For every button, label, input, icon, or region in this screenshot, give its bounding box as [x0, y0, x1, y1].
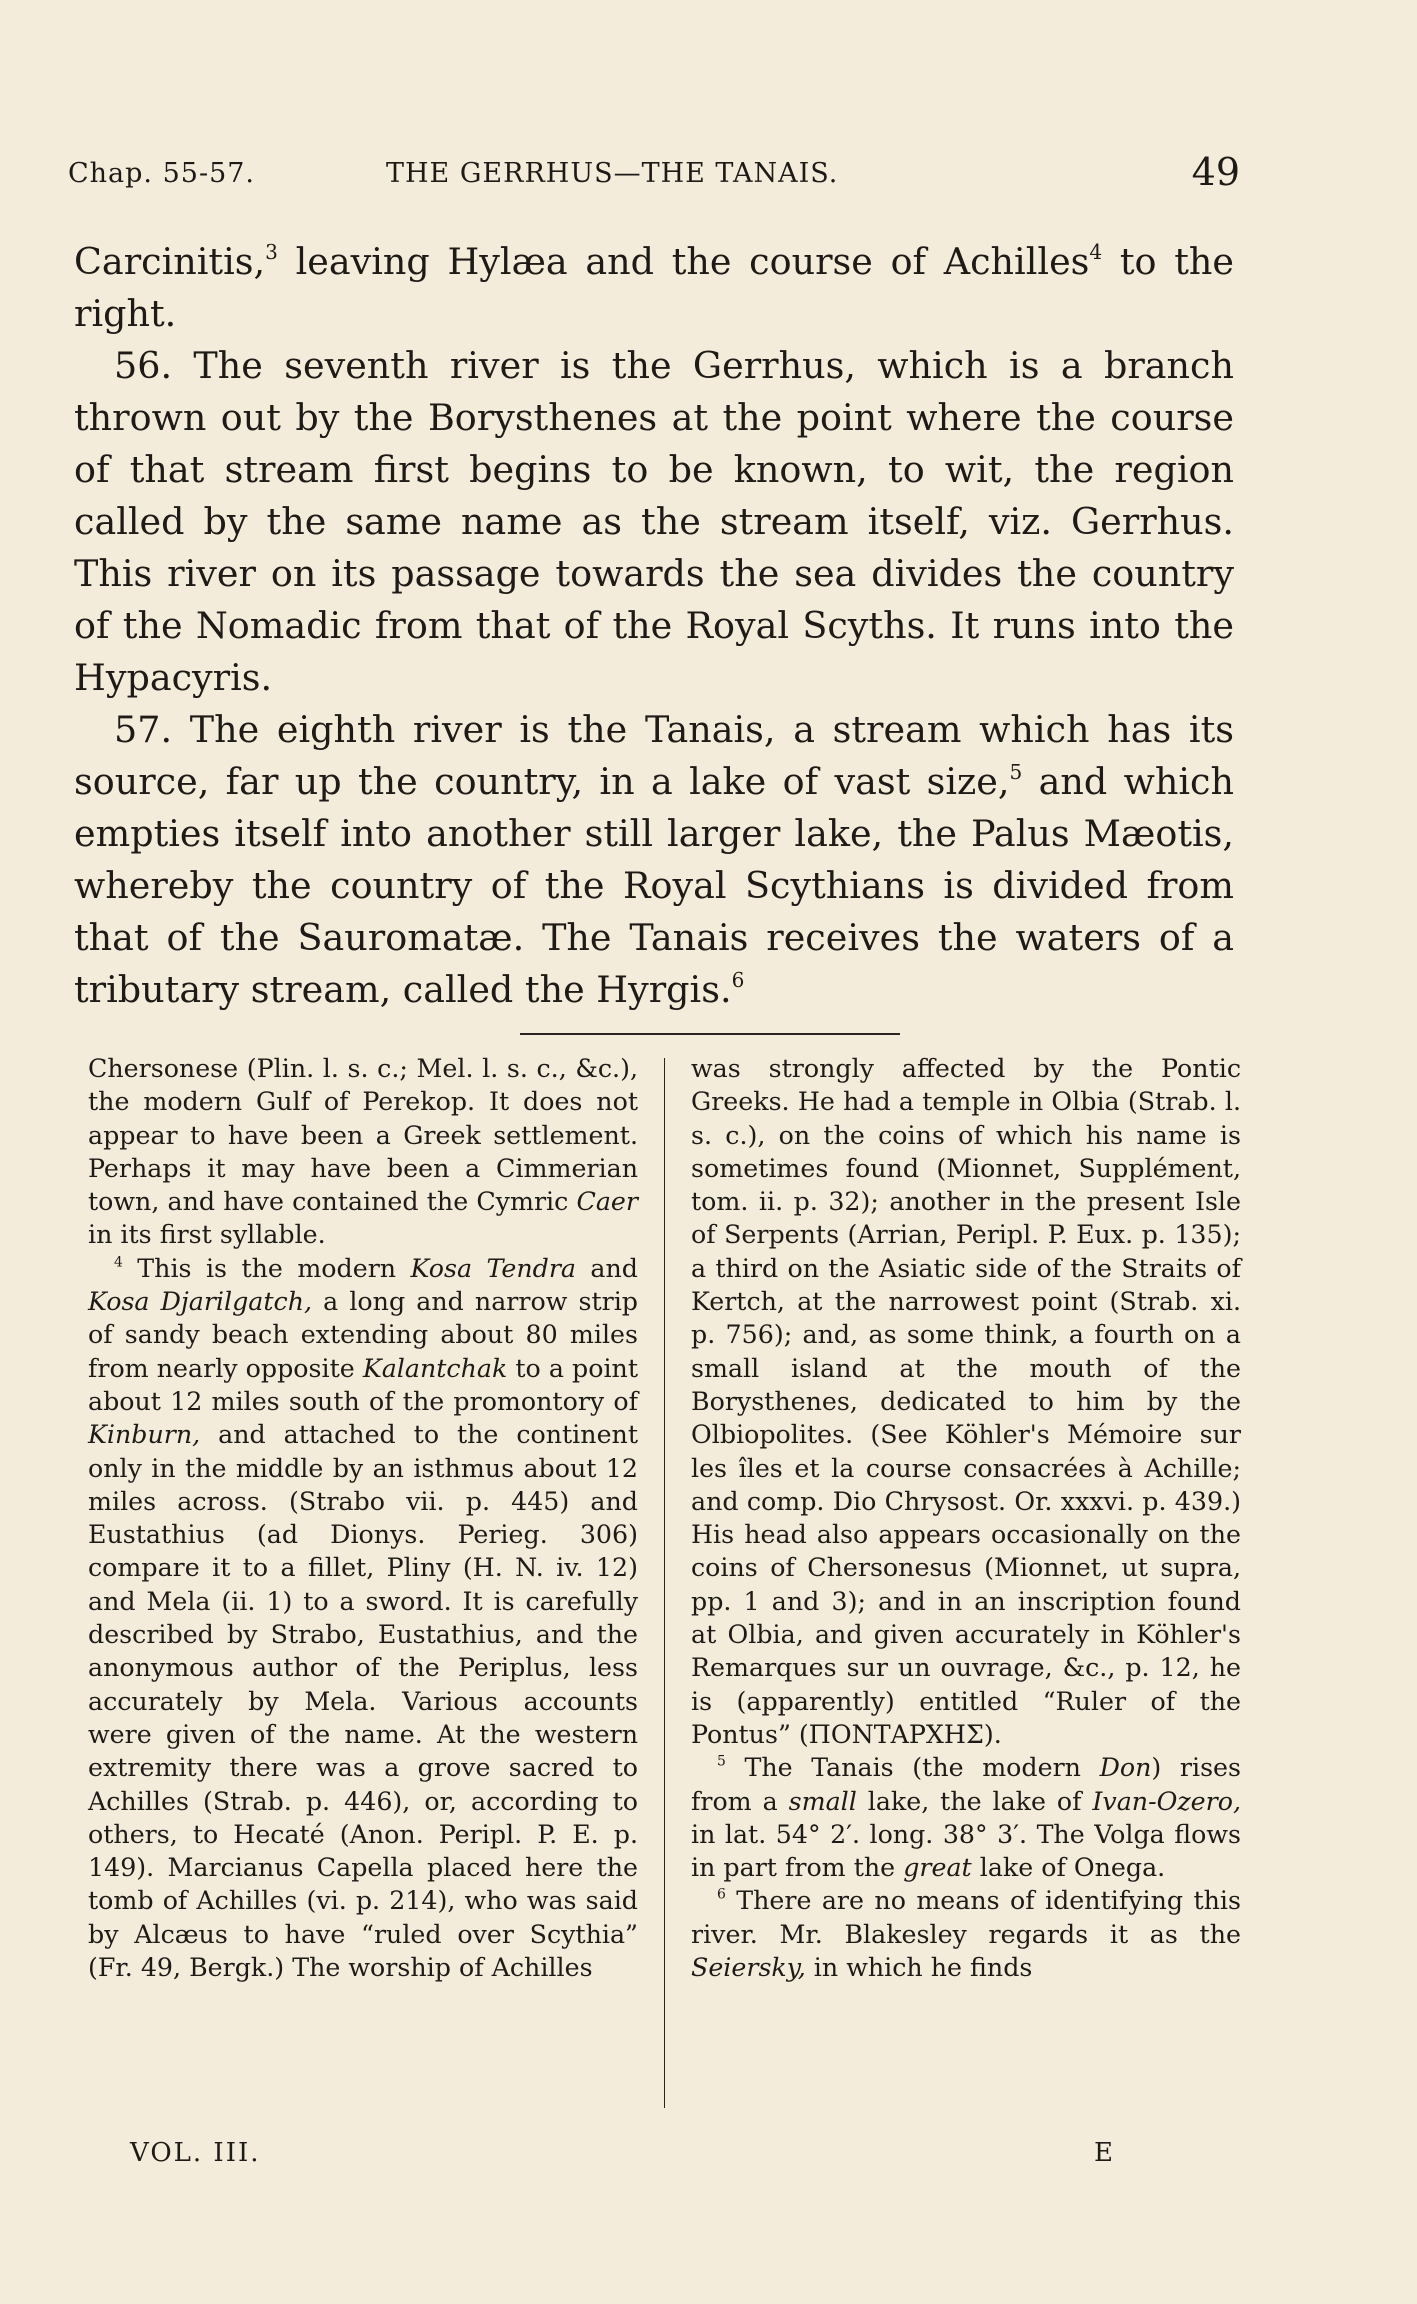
- page-footer: [88, 2138, 1113, 2178]
- paragraph-continuation: Carcinitis,$^3$ leaving Hylæa and the course of Achilles$^4$ to the right.: [74, 239, 1235, 335]
- page-number: 49: [1191, 150, 1240, 194]
- footnote-ref-4: 4: [1089, 239, 1103, 264]
- footnote-ref-3: 3: [265, 239, 278, 264]
- footnote-separator-rule: [520, 1033, 900, 1035]
- footnote-5: $^5$ The Tanais (the modern Don) rises from a small lake, the lake of Ivan-Ozero, in lat. 54° 2′. long. 38° 3′. The Volga flows in part from the great lake of Onega.: [691, 1753, 1242, 1883]
- footnote-6: $^6$ There are no means of identifying this river. Mr. Blakesley regards it as the Seiersky, in which he finds: [691, 1886, 1241, 1983]
- footnotes-right-column: [691, 1052, 1241, 1984]
- paragraph-57: 57. The eighth river is the Tanais, a stream which has its source, far up the country, in a lake of vast size,$^5$ and which empties itself into another still larger lake, the Palus Mæotis, whereby the country of the Royal Scythians is divided from that of the Sauromatæ. The Tanais receives the waters of a tributary stream, called the Hyrgis.$^6$: [74, 708, 1234, 1011]
- volume-label: VOL. III.: [130, 2138, 261, 2168]
- paragraph-56: 56. The seventh river is the Gerrhus, which is a branch thrown out by the Borysthenes at the point where the course of that stream first begins to be known, to wit, the region called by the same name as the stream itself, viz. Gerrhus. This river on its passage towards the sea divides the country of the Nomadic from that of the Royal Scyths. It runs into the Hypacyris.: [74, 344, 1234, 699]
- footnote-4: $^4$ This is the modern Kosa Tendra and Kosa Djarilgatch, a long and narrow strip of sandy beach extending about 80 miles from nearly opposite Kalantchak to a point about 12 miles south of the promontory of Kinburn, and attached to the continent only in the middle by an isthmus about 12 miles across. (Strabo vii. p. 445) and Eustathius (ad Dionys. Perieg. 306) compare it to a fillet, Pliny (H. N. iv. 12) and Mela (ii. 1) to a sword. It is carefully described by Strabo, Eustathius, and the anonymous author of the Periplus, less accurately by Mela. Various accounts were given of the name. At the western extremity there was a grove sacred to Achilles (Strab. p. 446), or, according to others, to Hecaté (Anon. Peripl. P. E. p. 149). Marcianus Capella placed here the tomb of Achilles (vi. p. 214), who was said by Alcæus to have “ruled over Scythia” (Fr. 49, Bergk.) The worship of Achilles: [88, 1253, 639, 1983]
- footnote-column-divider: [664, 1058, 665, 2108]
- footnote-ref-6: 6: [731, 967, 745, 992]
- chapter-reference: Chap. 55-57.: [68, 158, 256, 189]
- footnote-4-continuation: was strongly affected by the Pontic Greeks. He had a temple in Olbia (Strab. l. s. c.), on the coins of which his name is sometimes found (Mionnet, Supplément, tom. ii. p. 32); another in the present Isle of Serpents (Arrian, Peripl. P. Eux. p. 135); a third on the Asiatic side of the Straits of Kertch, at the narrowest point (Strab. xi. p. 756); and, as some think, a fourth on a small island at the mouth of the Borysthenes, dedicated to him by the Olbiopolites. (See Köhler's Mémoire sur les îles et la course consacrées à Achille; and comp. Dio Chrysost. Or. xxxvi. p. 439.) His head also appears occasionally on the coins of Chersonesus (Mionnet, ut supra, pp. 1 and 3); and in an inscription found at Olbia, and given accurately in Köhler's Remarques sur un ouvrage, &c., p. 12, he is (apparently) entitled “Ruler of the Pontus” (ΠΟΝΤΑΡΧΗΣ).: [691, 1054, 1241, 1749]
- footnote-3-continuation: Chersonese (Plin. l. s. c.; Mel. l. s. c., &c.), the modern Gulf of Perekop. It does not appear to have been a Greek settlement. Perhaps it may have been a Cimmerian town, and have contained the Cymric Caer in its first syllable.: [88, 1054, 638, 1250]
- footnote-ref-5: 5: [1009, 759, 1023, 784]
- running-title: THE GERRHUS—THE TANAIS.: [386, 158, 839, 189]
- footnotes-left-column: [88, 1052, 638, 1984]
- running-header: [68, 150, 1240, 200]
- main-text: [74, 236, 1234, 1016]
- signature-mark: E: [1094, 2138, 1113, 2168]
